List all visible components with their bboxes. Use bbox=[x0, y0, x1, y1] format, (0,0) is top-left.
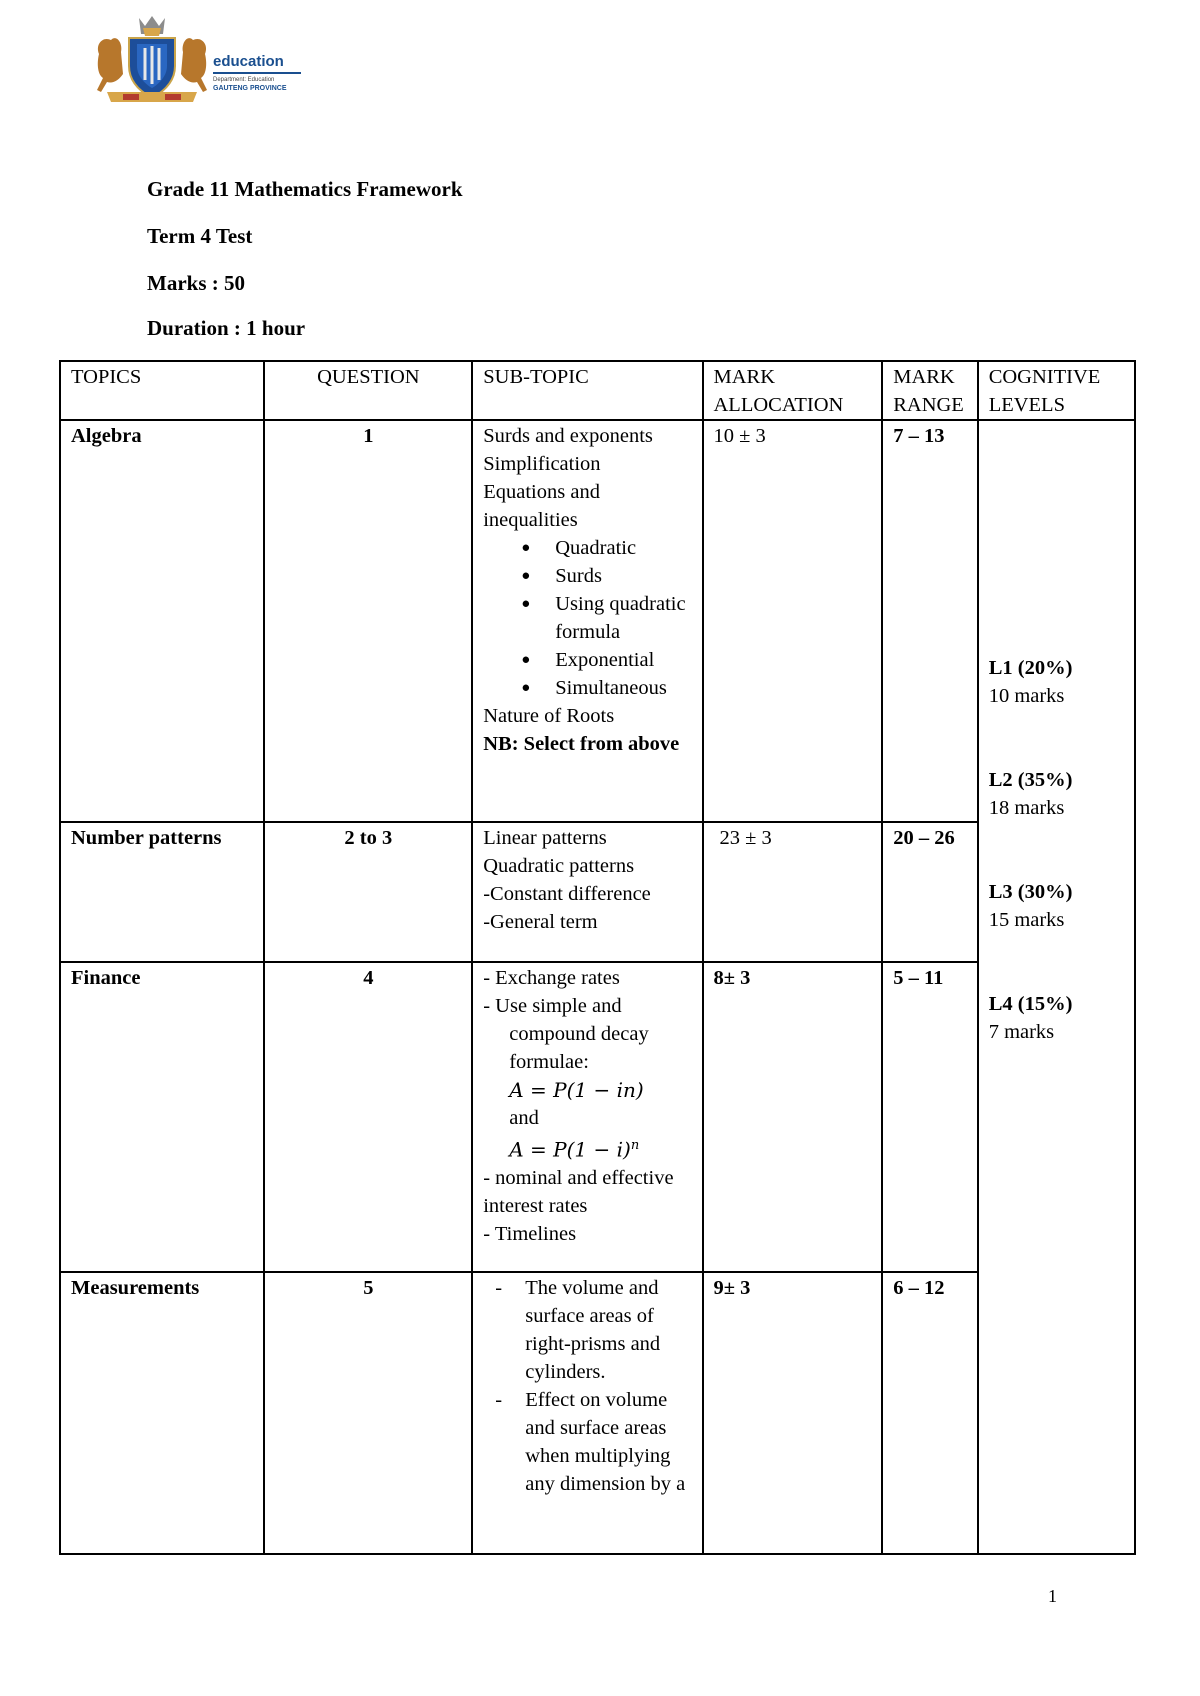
topic-measurements: Measurements bbox=[60, 1272, 264, 1554]
list-item: ● Quadratic bbox=[521, 534, 691, 562]
term-label: Term 4 Test bbox=[147, 224, 253, 248]
range-algebra: 7 – 13 bbox=[882, 420, 977, 822]
question-measurements: 5 bbox=[264, 1272, 472, 1554]
table-header-row bbox=[60, 361, 1135, 420]
cognitive-levels-cell bbox=[978, 420, 1135, 1554]
topic-algebra: Algebra bbox=[60, 420, 264, 822]
measurements-dash-list bbox=[483, 1274, 691, 1498]
list-item: ● Exponential bbox=[521, 646, 691, 674]
range-measurements: 6 – 12 bbox=[882, 1272, 977, 1554]
list-item: ● Using quadratic formula bbox=[521, 590, 691, 646]
subtopic-algebra: Surds and exponents Simplification Equations and inequalities ● Quadratic ● Surds ● Using quadratic formula ● Exponential ● Simultaneous Nature of Roots NB: Select from above bbox=[472, 420, 702, 822]
header-topics: TOPICS bbox=[60, 361, 264, 420]
cognitive-level-2: L2 (35%) 18 marks bbox=[988, 769, 1073, 819]
topic-number-patterns: Number patterns bbox=[60, 822, 264, 962]
page-number: 1 bbox=[1048, 1586, 1057, 1606]
topic-finance: Finance bbox=[60, 962, 264, 1272]
subtopic-number-patterns: Linear patterns Quadratic patterns -Constant difference -General term bbox=[472, 822, 702, 962]
formula-simple: A = P(1 − in) bbox=[509, 1078, 644, 1102]
question-algebra: 1 bbox=[264, 420, 472, 822]
logo-department-text: Department: Education bbox=[213, 76, 275, 83]
duration-label: Duration : 1 hour bbox=[147, 316, 306, 340]
header-mark-allocation: MARK ALLOCATION bbox=[703, 361, 883, 420]
range-finance: 5 – 11 bbox=[882, 962, 977, 1272]
list-item: - The volume and surface areas of right-prisms and cylinders. bbox=[487, 1274, 691, 1386]
logo-divider bbox=[213, 72, 301, 74]
cognitive-level-4: L4 (15%) 7 marks bbox=[988, 993, 1073, 1043]
gauteng-education-logo bbox=[93, 14, 313, 104]
allocation-algebra: 10 ± 3 bbox=[703, 420, 883, 822]
marks-label: Marks : 50 bbox=[147, 271, 245, 295]
coat-of-arms-icon bbox=[93, 14, 211, 106]
table-row-measurements bbox=[60, 1272, 1135, 1554]
algebra-note: NB: Select from above bbox=[483, 733, 680, 755]
question-number-patterns: 2 to 3 bbox=[264, 822, 472, 962]
logo-province-text: GAUTENG PROVINCE bbox=[213, 84, 287, 92]
header-cognitive-levels: COGNITIVE LEVELS bbox=[978, 361, 1135, 420]
header-subtopic: SUB-TOPIC bbox=[472, 361, 702, 420]
question-finance: 4 bbox=[264, 962, 472, 1272]
table-row-finance bbox=[60, 962, 1135, 1272]
subtopic-measurements bbox=[472, 1272, 702, 1554]
list-item: ● Simultaneous bbox=[521, 674, 691, 702]
cognitive-level-3: L3 (30%) 15 marks bbox=[988, 881, 1073, 931]
framework-table bbox=[59, 360, 1136, 1555]
list-item: ● Surds bbox=[521, 562, 691, 590]
table-row-algebra bbox=[60, 420, 1135, 822]
allocation-number-patterns: 23 ± 3 bbox=[703, 822, 883, 962]
range-number-patterns: 20 – 26 bbox=[882, 822, 977, 962]
header-question: QUESTION bbox=[264, 361, 472, 420]
formula-compound: $A = P(1 - i)^n$ bbox=[509, 1137, 640, 1162]
subtopic-finance: - Exchange rates - Use simple and compound decay formulae: A = P(1 − in) and $A = P(1 - i)^n$ - nominal and effective interest rates - Timelines bbox=[472, 962, 702, 1272]
logo-brand-text: education bbox=[213, 53, 284, 70]
allocation-finance: 8± 3 bbox=[703, 962, 883, 1272]
list-item: - Effect on volume and surface areas when multiplying any dimension by a bbox=[487, 1386, 691, 1498]
algebra-bullet-list bbox=[483, 534, 691, 702]
header-mark-range: MARK RANGE bbox=[882, 361, 977, 420]
document-title: Grade 11 Mathematics Framework bbox=[147, 177, 463, 201]
allocation-measurements: 9± 3 bbox=[703, 1272, 883, 1554]
cognitive-level-1: L1 (20%) 10 marks bbox=[988, 657, 1073, 707]
table-row-number-patterns bbox=[60, 822, 1135, 962]
